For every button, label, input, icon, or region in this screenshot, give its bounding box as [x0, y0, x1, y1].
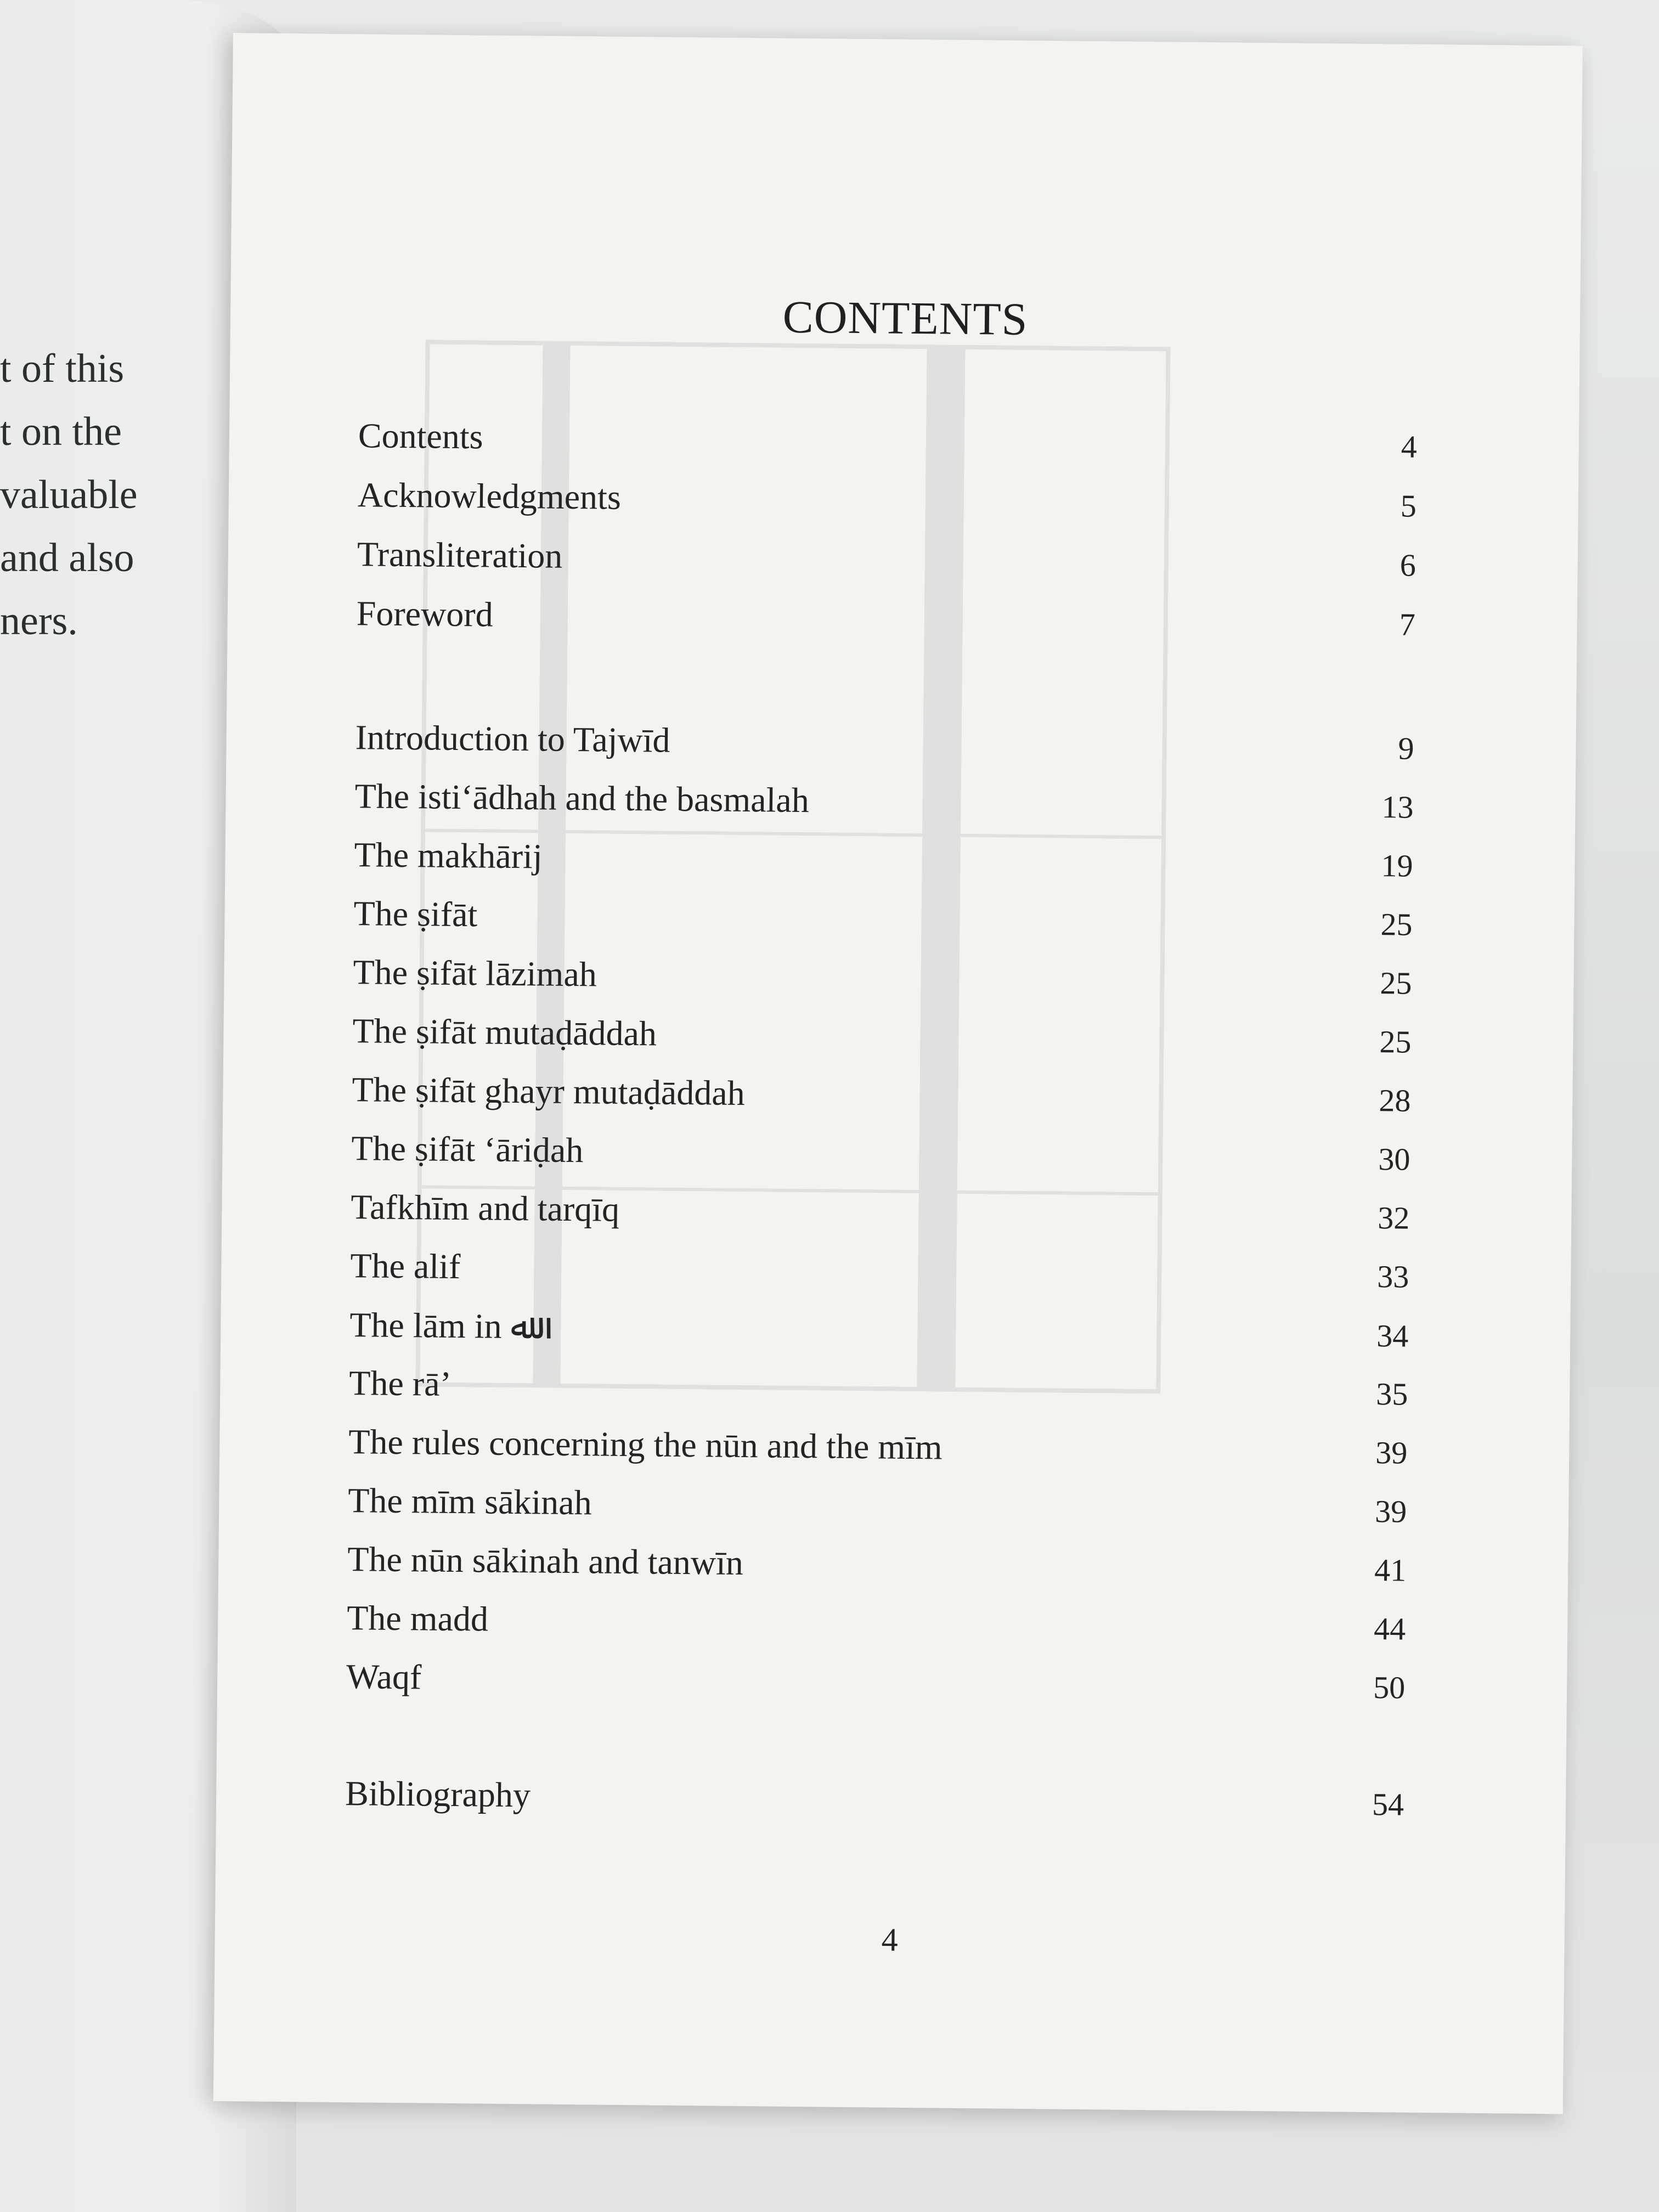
left-page-line: t on the — [0, 409, 122, 454]
toc-entry-istiadhah[interactable] — [354, 776, 1414, 836]
toc-entry-page: 28 — [1379, 1082, 1411, 1119]
toc-entry-title: The makhārij — [354, 835, 543, 876]
toc-entry-page: 25 — [1380, 965, 1412, 1001]
toc-entry-mim-sakinah[interactable] — [348, 1480, 1407, 1540]
toc-entry-page: 39 — [1374, 1493, 1407, 1530]
toc-entry-page: 50 — [1373, 1669, 1406, 1706]
toc-entry-waqf[interactable] — [346, 1656, 1406, 1716]
page-number: 4 — [881, 1921, 899, 1958]
toc-entry-title: Contents — [358, 416, 483, 456]
left-page-line: t of this — [0, 346, 125, 391]
toc-entry-page: 33 — [1377, 1259, 1409, 1295]
toc-entry-title: The ṣifāt mutaḍāddah — [352, 1011, 657, 1053]
toc-entry-bibliography[interactable] — [345, 1773, 1404, 1833]
left-page-line: ners. — [0, 599, 78, 644]
toc-entry-title: The nūn sākinah and tanwīn — [347, 1539, 744, 1583]
toc-entry-acknowledgments[interactable] — [357, 475, 1417, 534]
toc-entry-title: The rā’ — [349, 1363, 452, 1403]
toc-entry-page: 44 — [1373, 1611, 1406, 1647]
contents-page — [213, 33, 1583, 2114]
toc-entry-title: Waqf — [346, 1657, 422, 1697]
toc-entry-nun-sakinah[interactable] — [347, 1539, 1407, 1599]
toc-entry-title: Introduction to Tajwīd — [355, 718, 670, 760]
toc-entry-makharij[interactable] — [354, 834, 1413, 894]
toc-entry-contents[interactable] — [358, 415, 1417, 475]
toc-entry-page: 9 — [1398, 730, 1414, 766]
toc-entry-page: 25 — [1380, 906, 1413, 943]
toc-entry-alif[interactable] — [350, 1245, 1409, 1305]
toc-entry-title: The madd — [346, 1598, 489, 1639]
toc-entry-page: 7 — [1399, 606, 1416, 642]
toc-entry-sifat-lazimah[interactable] — [353, 952, 1412, 1012]
toc-entry-title: The ṣifāt ghayr mutaḍāddah — [352, 1070, 746, 1113]
page-title: CONTENTS — [782, 291, 1028, 345]
toc-entry-title: The rules concerning the nūn and the mīm — [348, 1422, 943, 1467]
toc-entry-page: 54 — [1372, 1786, 1404, 1822]
toc-entry-page: 30 — [1378, 1141, 1410, 1177]
toc-entry-title: Acknowledgments — [357, 475, 622, 517]
toc-entry-title: The lām in ﷲ — [349, 1305, 532, 1346]
toc-entry-page: 13 — [1381, 789, 1414, 825]
left-page-line: valuable — [0, 472, 138, 517]
toc-entry-title: The alif — [350, 1246, 461, 1286]
toc-entry-ra[interactable] — [349, 1363, 1408, 1423]
toc-entry-foreword[interactable] — [356, 593, 1415, 653]
toc-entry-tafkhim[interactable] — [351, 1187, 1410, 1246]
toc-entry-title: The isti‘ādhah and the basmalah — [354, 776, 810, 820]
toc-entry-transliteration[interactable] — [357, 534, 1416, 594]
left-page-line: and also — [0, 535, 134, 580]
toc-entry-page: 35 — [1375, 1376, 1408, 1412]
toc-entry-title: The mīm sākinah — [347, 1481, 592, 1522]
toc-entry-sifat-mutadaddah[interactable] — [352, 1011, 1412, 1070]
toc-entry-page: 41 — [1374, 1552, 1407, 1588]
toc-entry-sifat-aridah[interactable] — [351, 1128, 1410, 1188]
toc-entry-sifat[interactable] — [353, 893, 1413, 953]
toc-entry-page: 32 — [1378, 1200, 1410, 1236]
toc-entry-nun-mim-rules[interactable] — [348, 1421, 1408, 1481]
toc-entry-page: 19 — [1381, 848, 1413, 884]
toc-entry-sifat-ghayr-mutadaddah[interactable] — [352, 1069, 1411, 1129]
toc-entry-title: The ṣifāt lāzimah — [353, 952, 597, 994]
toc-entry-page: 5 — [1400, 488, 1417, 524]
toc-entry-page: 39 — [1375, 1435, 1408, 1471]
toc-entry-title: Bibliography — [345, 1774, 531, 1815]
toc-entry-title: Tafkhīm and tarqīq — [351, 1187, 620, 1229]
toc-entry-madd[interactable] — [347, 1598, 1406, 1657]
toc-entry-title: The ṣifāt ‘āriḍah — [351, 1128, 584, 1170]
toc-entry-introduction[interactable] — [355, 717, 1414, 777]
toc-entry-page: 34 — [1376, 1318, 1409, 1354]
toc-entry-title: Foreword — [356, 594, 494, 634]
toc-entry-page: 6 — [1400, 547, 1417, 583]
toc-entry-page: 4 — [1401, 428, 1418, 465]
toc-entry-title: The ṣifāt — [353, 894, 478, 934]
toc-entry-title: Transliteration — [357, 534, 563, 575]
toc-entry-lam[interactable] — [349, 1304, 1409, 1364]
toc-entry-page: 25 — [1379, 1024, 1412, 1060]
